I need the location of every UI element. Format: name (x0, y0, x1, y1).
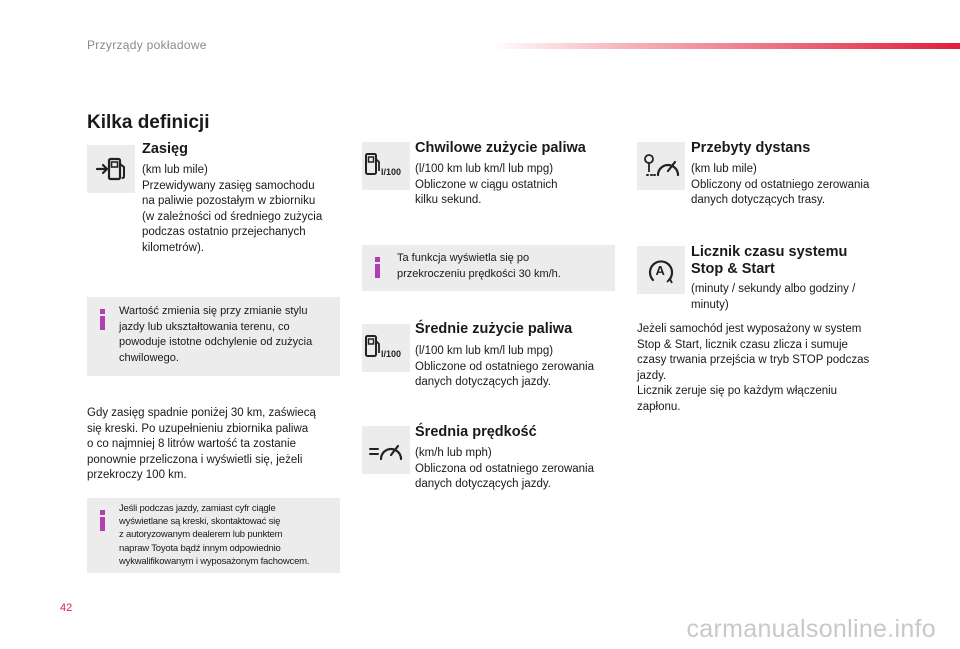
stop-start-title: Licznik czasu systemu Stop & Start (691, 244, 848, 277)
stop-start-paragraph: Jeżeli samochód jest wyposażony w system Stop & Start, licznik czasu zlicza i sumuje czasy trwania przejścia w tryb STOP podczas jazdy. Licznik zeruje się po każdym włączeniu zapłonu. (637, 323, 870, 413)
average-speed-title: Średnia prędkość (415, 424, 537, 440)
header-accent-bar (490, 43, 960, 49)
low-range-paragraph: Gdy zasięg spadnie poniżej 30 km, zaświecą się kreski. Po uzupełnieniu zbiornika paliwa o co najmniej 8 litrów wartość ta zostanie ponownie przeliczona i wyświetli się, jeżeli przekroczy 100 km. (87, 407, 316, 482)
svg-text:l/100: l/100 (381, 349, 402, 359)
info-icon (98, 510, 108, 532)
fuel-range-icon (87, 145, 135, 193)
info-note-range: Wartość zmienia się przy zmianie stylu jazdy lub ukształtowania terenu, co powoduje istotne odchylenie od zużycia chwilowego. (87, 297, 340, 376)
average-consumption-description: (l/100 km lub km/l lub mpg) Obliczone od ostatniego zerowania danych dotyczących jazdy. (415, 345, 595, 388)
distance-description: (km lub mile) Obliczony od ostatniego zerowania danych dotyczących trasy. (691, 163, 870, 206)
chapter-title: Przyrządy pokładowe (87, 38, 207, 52)
range-title: Zasięg (142, 141, 188, 157)
info-note-dashes: Jeśli podczas jazdy, zamiast cyfr ciągle wyświetlane są kreski, skontaktować się z autoryzowanym dealerem lub punktem napraw Toyota bądź innym odpowiednio wykwalifikowanym i wyposażonym fachowcem. (87, 498, 340, 573)
info-icon (373, 257, 383, 279)
average-consumption-icon (362, 324, 410, 372)
section-heading: Kilka definicji (87, 112, 210, 133)
distance-travelled-icon (637, 142, 685, 190)
distance-title: Przebyty dystans (691, 140, 811, 156)
info-icon (98, 309, 108, 331)
page-number: 42 (60, 602, 73, 614)
watermark: carmanualsonline.info (686, 615, 936, 643)
instant-consumption-icon (362, 142, 410, 190)
instant-consumption-title: Chwilowe zużycie paliwa (415, 140, 586, 156)
stop-start-units: (minuty / sekundy albo godziny / minuty) (691, 283, 856, 311)
svg-text:A: A (655, 263, 665, 278)
average-consumption-title: Średnie zużycie paliwa (415, 321, 573, 337)
average-speed-description: (km/h lub mph) Obliczona od ostatniego zerowania danych dotyczących jazdy. (415, 447, 595, 490)
average-speed-icon (362, 426, 410, 474)
info-note-speed: Ta funkcja wyświetla się po przekroczeniu prędkości 30 km/h. (362, 245, 615, 291)
stop-start-icon (637, 246, 685, 294)
instant-consumption-description: (l/100 km lub km/l lub mpg) Obliczone w ciągu ostatnich kilku sekund. (415, 163, 558, 206)
svg-text:l/100: l/100 (381, 167, 402, 177)
range-description: (km lub mile) Przewidywany zasięg samochodu na paliwie pozostałym w zbiorniku (w zależności od średniego zużycia podczas ostatnio przejechanych kilometrów). (142, 164, 323, 254)
